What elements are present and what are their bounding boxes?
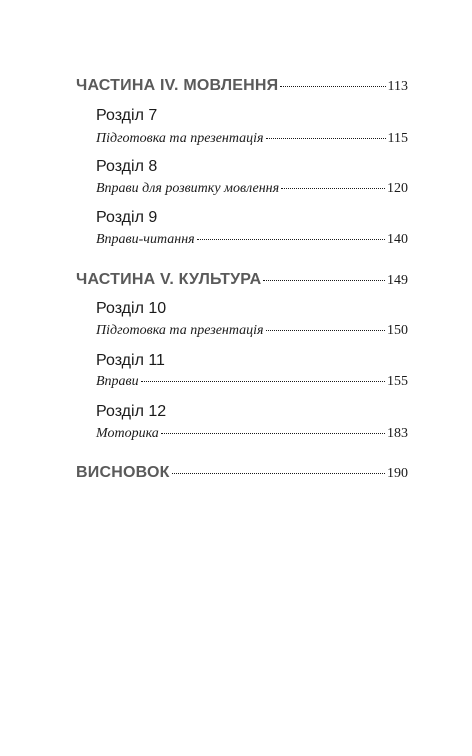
toc-entry-part-4[interactable] [76, 77, 408, 95]
dot-leader [266, 330, 385, 331]
page-number: 120 [387, 181, 408, 196]
part-title: ЧАСТИНА V. КУЛЬТУРА [76, 271, 262, 288]
dot-leader [172, 473, 385, 474]
toc-entry-chapter-9[interactable] [96, 232, 408, 248]
chapter-label: Розділ 9 [96, 209, 158, 226]
toc-entry-conclusion[interactable] [76, 464, 408, 482]
dot-leader [281, 188, 385, 189]
page-number: 190 [387, 466, 408, 481]
dot-leader [141, 381, 385, 382]
dot-leader [161, 433, 385, 434]
page-number: 150 [387, 323, 408, 338]
chapter-title: Підготовка та презентація [96, 131, 264, 146]
chapter-label: Розділ 11 [96, 352, 165, 369]
part-title: ВИСНОВОК [76, 464, 170, 481]
toc-entry-part-5[interactable] [76, 271, 408, 289]
chapter-title: Моторика [96, 426, 159, 441]
dot-leader [280, 86, 385, 87]
part-title: ЧАСТИНА IV. МОВЛЕННЯ [76, 77, 279, 94]
chapter-title: Вправи [96, 374, 139, 389]
dot-leader [263, 280, 385, 281]
toc-entry-chapter-11[interactable] [96, 374, 408, 390]
page-number: 149 [387, 273, 408, 288]
chapter-label: Розділ 12 [96, 403, 167, 420]
dot-leader [266, 138, 386, 139]
toc-entry-chapter-12[interactable] [96, 426, 408, 442]
chapter-title: Вправи-читання [96, 232, 195, 247]
chapter-title: Підготовка та презентація [96, 323, 264, 338]
page-number: 113 [387, 79, 408, 94]
toc-entry-chapter-8[interactable] [96, 181, 408, 197]
toc-entry-chapter-10[interactable] [96, 323, 408, 339]
page-number: 140 [387, 232, 408, 247]
dot-leader [197, 239, 385, 240]
toc-entry-chapter-7[interactable] [96, 131, 408, 147]
chapter-title: Вправи для розвитку мовлення [96, 181, 280, 196]
page-number: 155 [387, 374, 408, 389]
page-number: 183 [387, 426, 408, 441]
chapter-label: Розділ 7 [96, 107, 158, 124]
chapter-label: Розділ 10 [96, 300, 167, 317]
chapter-label: Розділ 8 [96, 158, 158, 175]
page-number: 115 [387, 131, 408, 146]
